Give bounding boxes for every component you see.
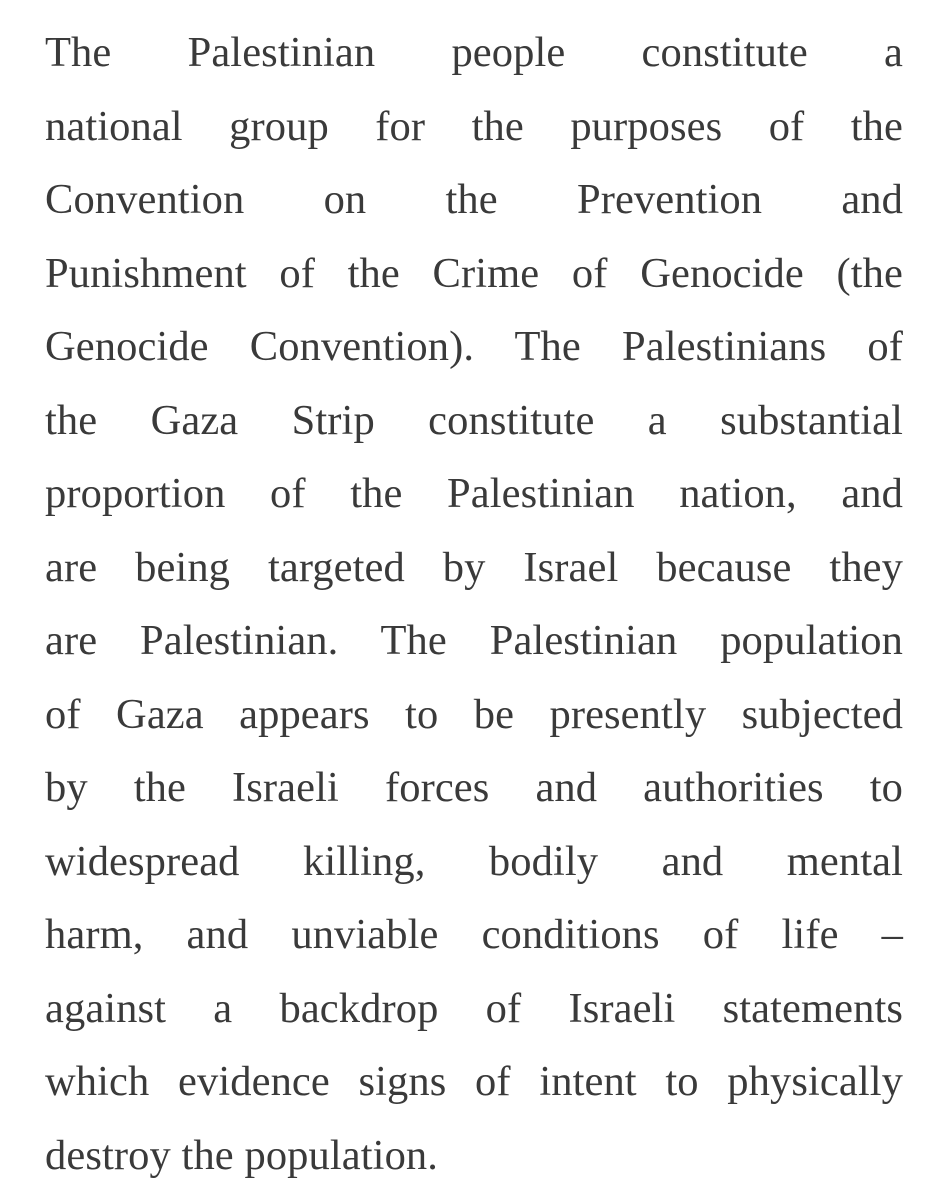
paragraph-line: Punishment of the Crime of Genocide (the [45, 249, 903, 297]
paragraph-line: proportion of the Palestinian nation, and [45, 470, 903, 517]
paragraph-line: widespread killing, bodily and mental [45, 837, 903, 885]
paragraph-line: The Palestinian people constitute a [45, 29, 903, 76]
paragraph-line: national group for the purposes of the [45, 102, 903, 150]
paragraph-line: Genocide Convention). The Palestinians of [45, 323, 903, 370]
paragraph-line: are being targeted by Israel because they [45, 543, 903, 591]
paragraph-line: of Gaza appears to be presently subjected [45, 690, 903, 738]
paragraph-line: against a backdrop of Israeli statements [45, 984, 903, 1032]
paragraph-line: by the Israeli forces and authorities to [45, 764, 903, 811]
paragraph-line: destroy the population. [45, 1131, 438, 1179]
paragraph-line: which evidence signs of intent to physically [45, 1058, 903, 1105]
body-paragraph [45, 16, 903, 1192]
paragraph-line: the Gaza Strip constitute a substantial [45, 396, 903, 444]
paragraph-line: are Palestinian. The Palestinian population [45, 617, 903, 664]
paragraph-line: harm, and unviable conditions of life – [45, 911, 903, 958]
paragraph-line: Convention on the Prevention and [45, 176, 903, 223]
